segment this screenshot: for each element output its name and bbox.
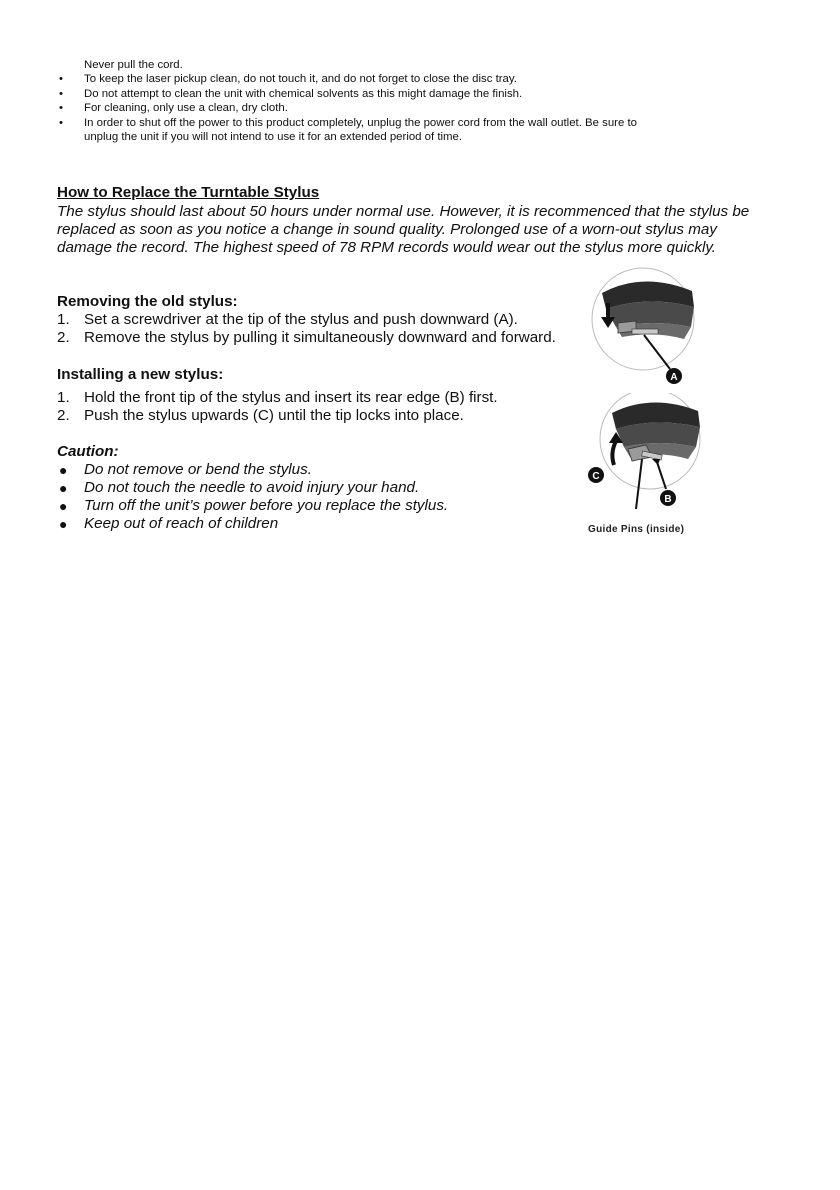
step-item [57, 329, 577, 347]
removing-steps [57, 311, 577, 347]
care-list [57, 58, 657, 144]
removing-title: Removing the old stylus: [57, 293, 238, 310]
step-item [57, 389, 577, 407]
care-item [57, 116, 657, 145]
care-item [57, 87, 657, 101]
caution-item [57, 479, 557, 497]
bullet-icon: • [59, 73, 63, 86]
care-item-text: Do not attempt to clean the unit with chemical solvents as this might damage the finish. [84, 87, 523, 100]
bullet-icon: • [59, 87, 63, 100]
caution-text: Turn off the unit’s power before you replace the stylus. [84, 497, 449, 514]
caution-text: Do not remove or bend the stylus. [84, 461, 312, 478]
step-number: 2. [57, 407, 70, 424]
care-intro: Never pull the cord. [84, 59, 183, 71]
caution-list [57, 461, 557, 533]
bullet-icon: • [59, 116, 63, 129]
caution-text: Do not touch the needle to avoid injury your hand. [84, 479, 420, 496]
bullet-icon: ● [59, 462, 68, 478]
care-item [57, 101, 657, 115]
label-b: B [664, 494, 672, 505]
caution-item [57, 497, 557, 515]
care-item [57, 72, 657, 86]
label-c: C [592, 471, 600, 482]
section-heading: How to Replace the Turntable Stylus [57, 184, 320, 201]
bullet-icon: ● [59, 516, 68, 532]
bullet-icon: • [59, 102, 63, 115]
caution-title-text: Caution [57, 443, 114, 460]
step-number: 1. [57, 311, 70, 328]
step-text: Set a screwdriver at the tip of the stylus and push downward (A). [84, 311, 518, 328]
installing-title: Installing a new stylus: [57, 366, 224, 383]
figure-caption: Guide Pins (inside) [588, 524, 685, 535]
caution-item [57, 515, 557, 533]
bullet-icon: ● [59, 480, 68, 496]
step-text: Hold the front tip of the stylus and insert its rear edge (B) first. [84, 389, 498, 406]
step-item [57, 311, 577, 329]
step-number: 2. [57, 329, 70, 346]
caution-text: Keep out of reach of children [84, 515, 279, 532]
step-text: Remove the stylus by pulling it simultaneously downward and forward. [84, 329, 556, 346]
step-item [57, 407, 577, 425]
stylus-install-figure [582, 393, 720, 517]
step-number: 1. [57, 389, 70, 406]
section-intro: The stylus should last about 50 hours under normal use. However, it is recommenced that the stylus be replaced as soon as you notice a change in sound quality. Prolonged use of a worn-out stylus may damage the record. The highest speed of 78 RPM records would wear out the stylus more quickly. [57, 203, 750, 256]
caution-title-colon: : [113, 443, 119, 460]
care-item-text: To keep the laser pickup clean, do not touch it, and do not forget to close the disc tray. [84, 73, 517, 86]
step-text: Push the stylus upwards (C) until the tip locks into place. [84, 407, 464, 424]
care-item-text: In order to shut off the power to this product completely, unplug the power cord from the wall outlet. Be sure to unplug the unit if you will not intend to use it for an extended period of time. [84, 116, 637, 144]
care-item-text: For cleaning, only use a clean, dry cloth. [84, 102, 288, 115]
installing-steps [57, 389, 577, 425]
label-a: A [670, 372, 678, 383]
stylus-removal-figure [588, 265, 718, 389]
bullet-icon: ● [59, 498, 68, 514]
caution-title [57, 443, 119, 461]
caution-item [57, 461, 557, 479]
